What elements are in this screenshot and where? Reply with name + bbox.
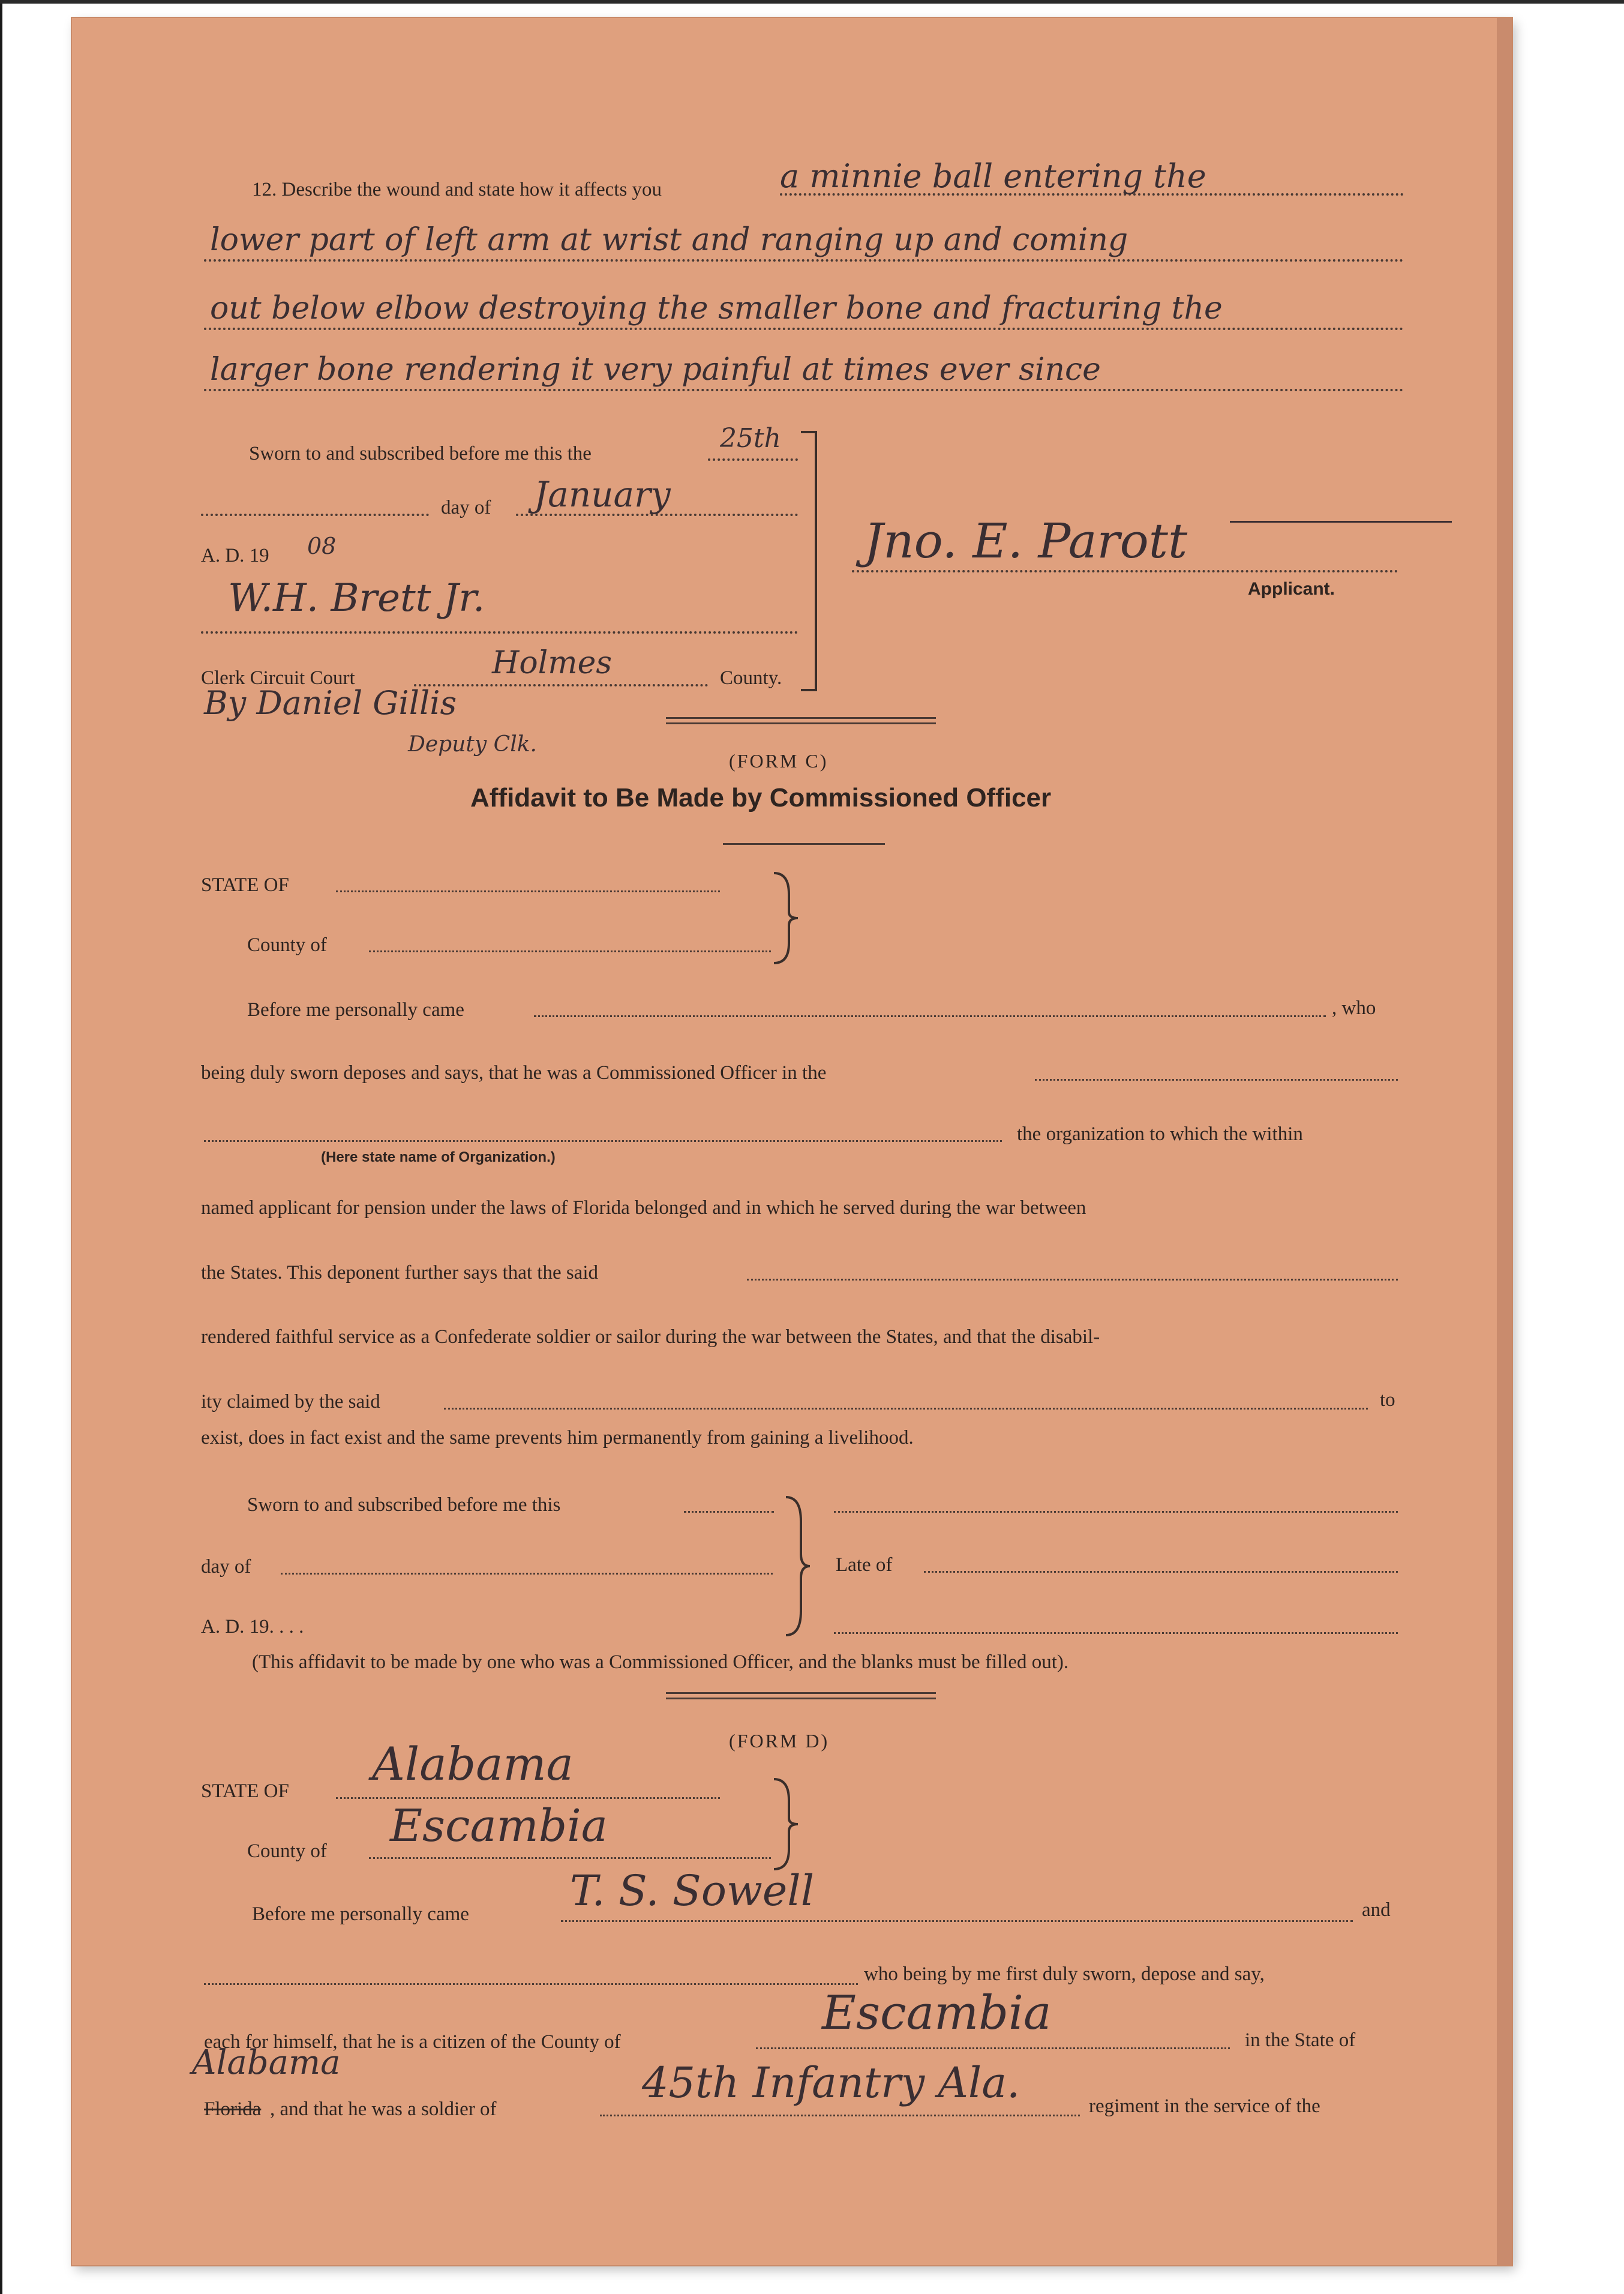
form-d-florida-struck: Florida <box>204 2098 262 2120</box>
form-d-label: (FORM D) <box>729 1730 830 1752</box>
form-c-top-double-rule <box>666 717 936 724</box>
form-d-regiment-tail: regiment in the service of the <box>1089 2095 1320 2117</box>
form-c-exist-line: exist, does in fact exist and the same prevents him permanently from gaining a livelihood. <box>201 1427 914 1449</box>
applicant-signature-blank <box>852 570 1398 572</box>
form-c-org-note: (Here state name of Organization.) <box>321 1149 556 1165</box>
form-d-citizen-county-value: Escambia <box>822 1986 1052 2040</box>
form-c-note: (This affidavit to be made by one who was a Commissioned Officer, and the blanks must be filled out). <box>252 1651 1069 1673</box>
jurat1-ad-label: A. D. 19 <box>201 545 269 566</box>
form-c-commissioned-line: being duly sworn deposes and says, that he was a Commissioned Officer in the <box>201 1062 827 1084</box>
jurat1-clerk-label: Clerk Circuit Court <box>201 667 355 689</box>
form-c-county-blank <box>369 950 771 952</box>
form-d-regiment-value: 45th Infantry Ala. <box>642 2058 1020 2107</box>
form-c-day-of: day of <box>201 1556 251 1578</box>
form-c-states-line: the States. This deponent further says that the said <box>201 1262 598 1284</box>
scan-border-top <box>0 0 1624 4</box>
form-d-county-of: County of <box>247 1840 327 1862</box>
form-c-ad: A. D. 19. . . . <box>201 1616 304 1638</box>
jurat1-bracket <box>798 429 834 693</box>
form-c-ity-line: ity claimed by the said <box>201 1391 380 1413</box>
form-d-regiment-blank <box>600 2115 1080 2116</box>
form-c-state-of: STATE OF <box>201 874 289 896</box>
applicant-signature: Jno. E. Parott <box>864 513 1188 569</box>
form-c-before-me: Before me personally came <box>247 999 464 1021</box>
form-c-late-of-blank <box>924 1571 1398 1573</box>
form-c-jurat-brace <box>783 1494 819 1638</box>
form-d-state2-value: Alabama <box>192 2043 341 2082</box>
jurat1-year-value: 08 <box>307 533 337 559</box>
section12-hand-line3: out below elbow destroying the smaller bone and fracturing the <box>210 290 1223 326</box>
form-c-org-tail: the organization to which the within <box>1017 1123 1303 1145</box>
form-c-commissioned-blank <box>1035 1079 1398 1081</box>
scan-border-left <box>0 0 2 2294</box>
form-d-state-blank <box>336 1797 720 1799</box>
form-d-state-tail: in the State of <box>1245 2029 1356 2051</box>
jurat1-clerk-signature: W.H. Brett Jr. <box>228 576 485 620</box>
section12-blank-2 <box>204 259 1404 262</box>
form-c-title-rule <box>723 843 885 845</box>
jurat1-day-value: 25th <box>720 423 782 454</box>
form-d-soldier-text: , and that he was a soldier of <box>270 2098 497 2120</box>
form-d-state-value: Alabama <box>372 1737 574 1791</box>
form-c-rendered-line: rendered faithful service as a Confederate soldier or sailor during the war between the States, and that the disabil- <box>201 1326 1100 1348</box>
form-c-to: to <box>1380 1389 1395 1411</box>
form-c-title: Affidavit to Be Made by Commissioned Officer <box>470 783 1052 812</box>
form-d-citizen-county-blank <box>756 2047 1230 2049</box>
form-c-said-blank-2 <box>444 1408 1368 1410</box>
form-d-person-blank <box>561 1920 1353 1922</box>
section12-blank-4 <box>204 389 1404 391</box>
paper-edge-shadow <box>1497 18 1512 2265</box>
jurat1-county-label: County. <box>720 667 782 689</box>
form-c-said-blank-1 <box>747 1279 1398 1281</box>
jurat1-county-blank <box>414 684 708 686</box>
form-c-who: , who <box>1332 997 1376 1019</box>
form-c-sworn: Sworn to and subscribed before me this <box>247 1494 561 1516</box>
form-c-named-line: named applicant for pension under the laws of Florida belonged and in which he served during the war between <box>201 1197 1086 1219</box>
jurat1-day-prefix-blank <box>201 514 429 516</box>
form-c-day-blank <box>281 1573 773 1575</box>
section12-hand-line1: a minnie ball entering the <box>780 157 1206 195</box>
form-c-regiment-blank <box>834 1632 1398 1634</box>
jurat1-month-value: January <box>534 474 671 515</box>
form-d-sworn-tail: who being by me first duly sworn, depose and say, <box>864 1963 1265 1985</box>
jurat1-day-of-label: day of <box>441 497 491 518</box>
form-c-officer-signature-blank <box>834 1511 1398 1513</box>
form-c-state-blank <box>336 890 720 892</box>
jurat1-day-blank <box>708 458 798 461</box>
form-d-state-brace <box>771 1776 807 1872</box>
form-c-organization-blank <box>204 1140 1002 1142</box>
section12-hand-line4: larger bone rendering it very painful at times ever since <box>210 352 1101 388</box>
section12-blank-3 <box>204 328 1404 330</box>
form-c-state-brace <box>771 870 807 966</box>
form-c-sworn-blank <box>684 1511 774 1513</box>
jurat1-deputy-line1: By Daniel Gillis <box>204 684 457 722</box>
form-c-county-of: County of <box>247 934 327 956</box>
form-d-top-double-rule <box>666 1692 936 1699</box>
form-d-second-person-blank <box>204 1983 858 1985</box>
section12-hand-line2: lower part of left arm at wrist and ranging up and coming <box>210 222 1128 258</box>
form-c-label: (FORM C) <box>729 750 828 772</box>
jurat1-sworn-text: Sworn to and subscribed before me this the <box>249 443 592 464</box>
form-d-before-me: Before me personally came <box>252 1903 469 1925</box>
form-c-person-blank <box>534 1015 1326 1017</box>
form-d-county-value: Escambia <box>390 1800 608 1852</box>
jurat1-clerk-blank <box>201 631 798 634</box>
form-d-and: and <box>1362 1899 1391 1921</box>
applicant-signature-flourish <box>1230 521 1452 523</box>
form-c-late-of: Late of <box>836 1554 893 1576</box>
applicant-label: Applicant. <box>1248 579 1335 599</box>
form-d-citizen-text: each for himself, that he is a citizen of the County of <box>204 2031 621 2053</box>
section12-prompt: 12. Describe the wound and state how it affects you <box>252 179 662 200</box>
jurat1-deputy-line2: Deputy Clk. <box>408 732 537 757</box>
jurat1-county-value: Holmes <box>492 645 613 681</box>
form-d-state-of: STATE OF <box>201 1780 289 1802</box>
form-d-person-value: T. S. Sowell <box>570 1866 815 1915</box>
form-d-county-blank <box>369 1857 771 1859</box>
